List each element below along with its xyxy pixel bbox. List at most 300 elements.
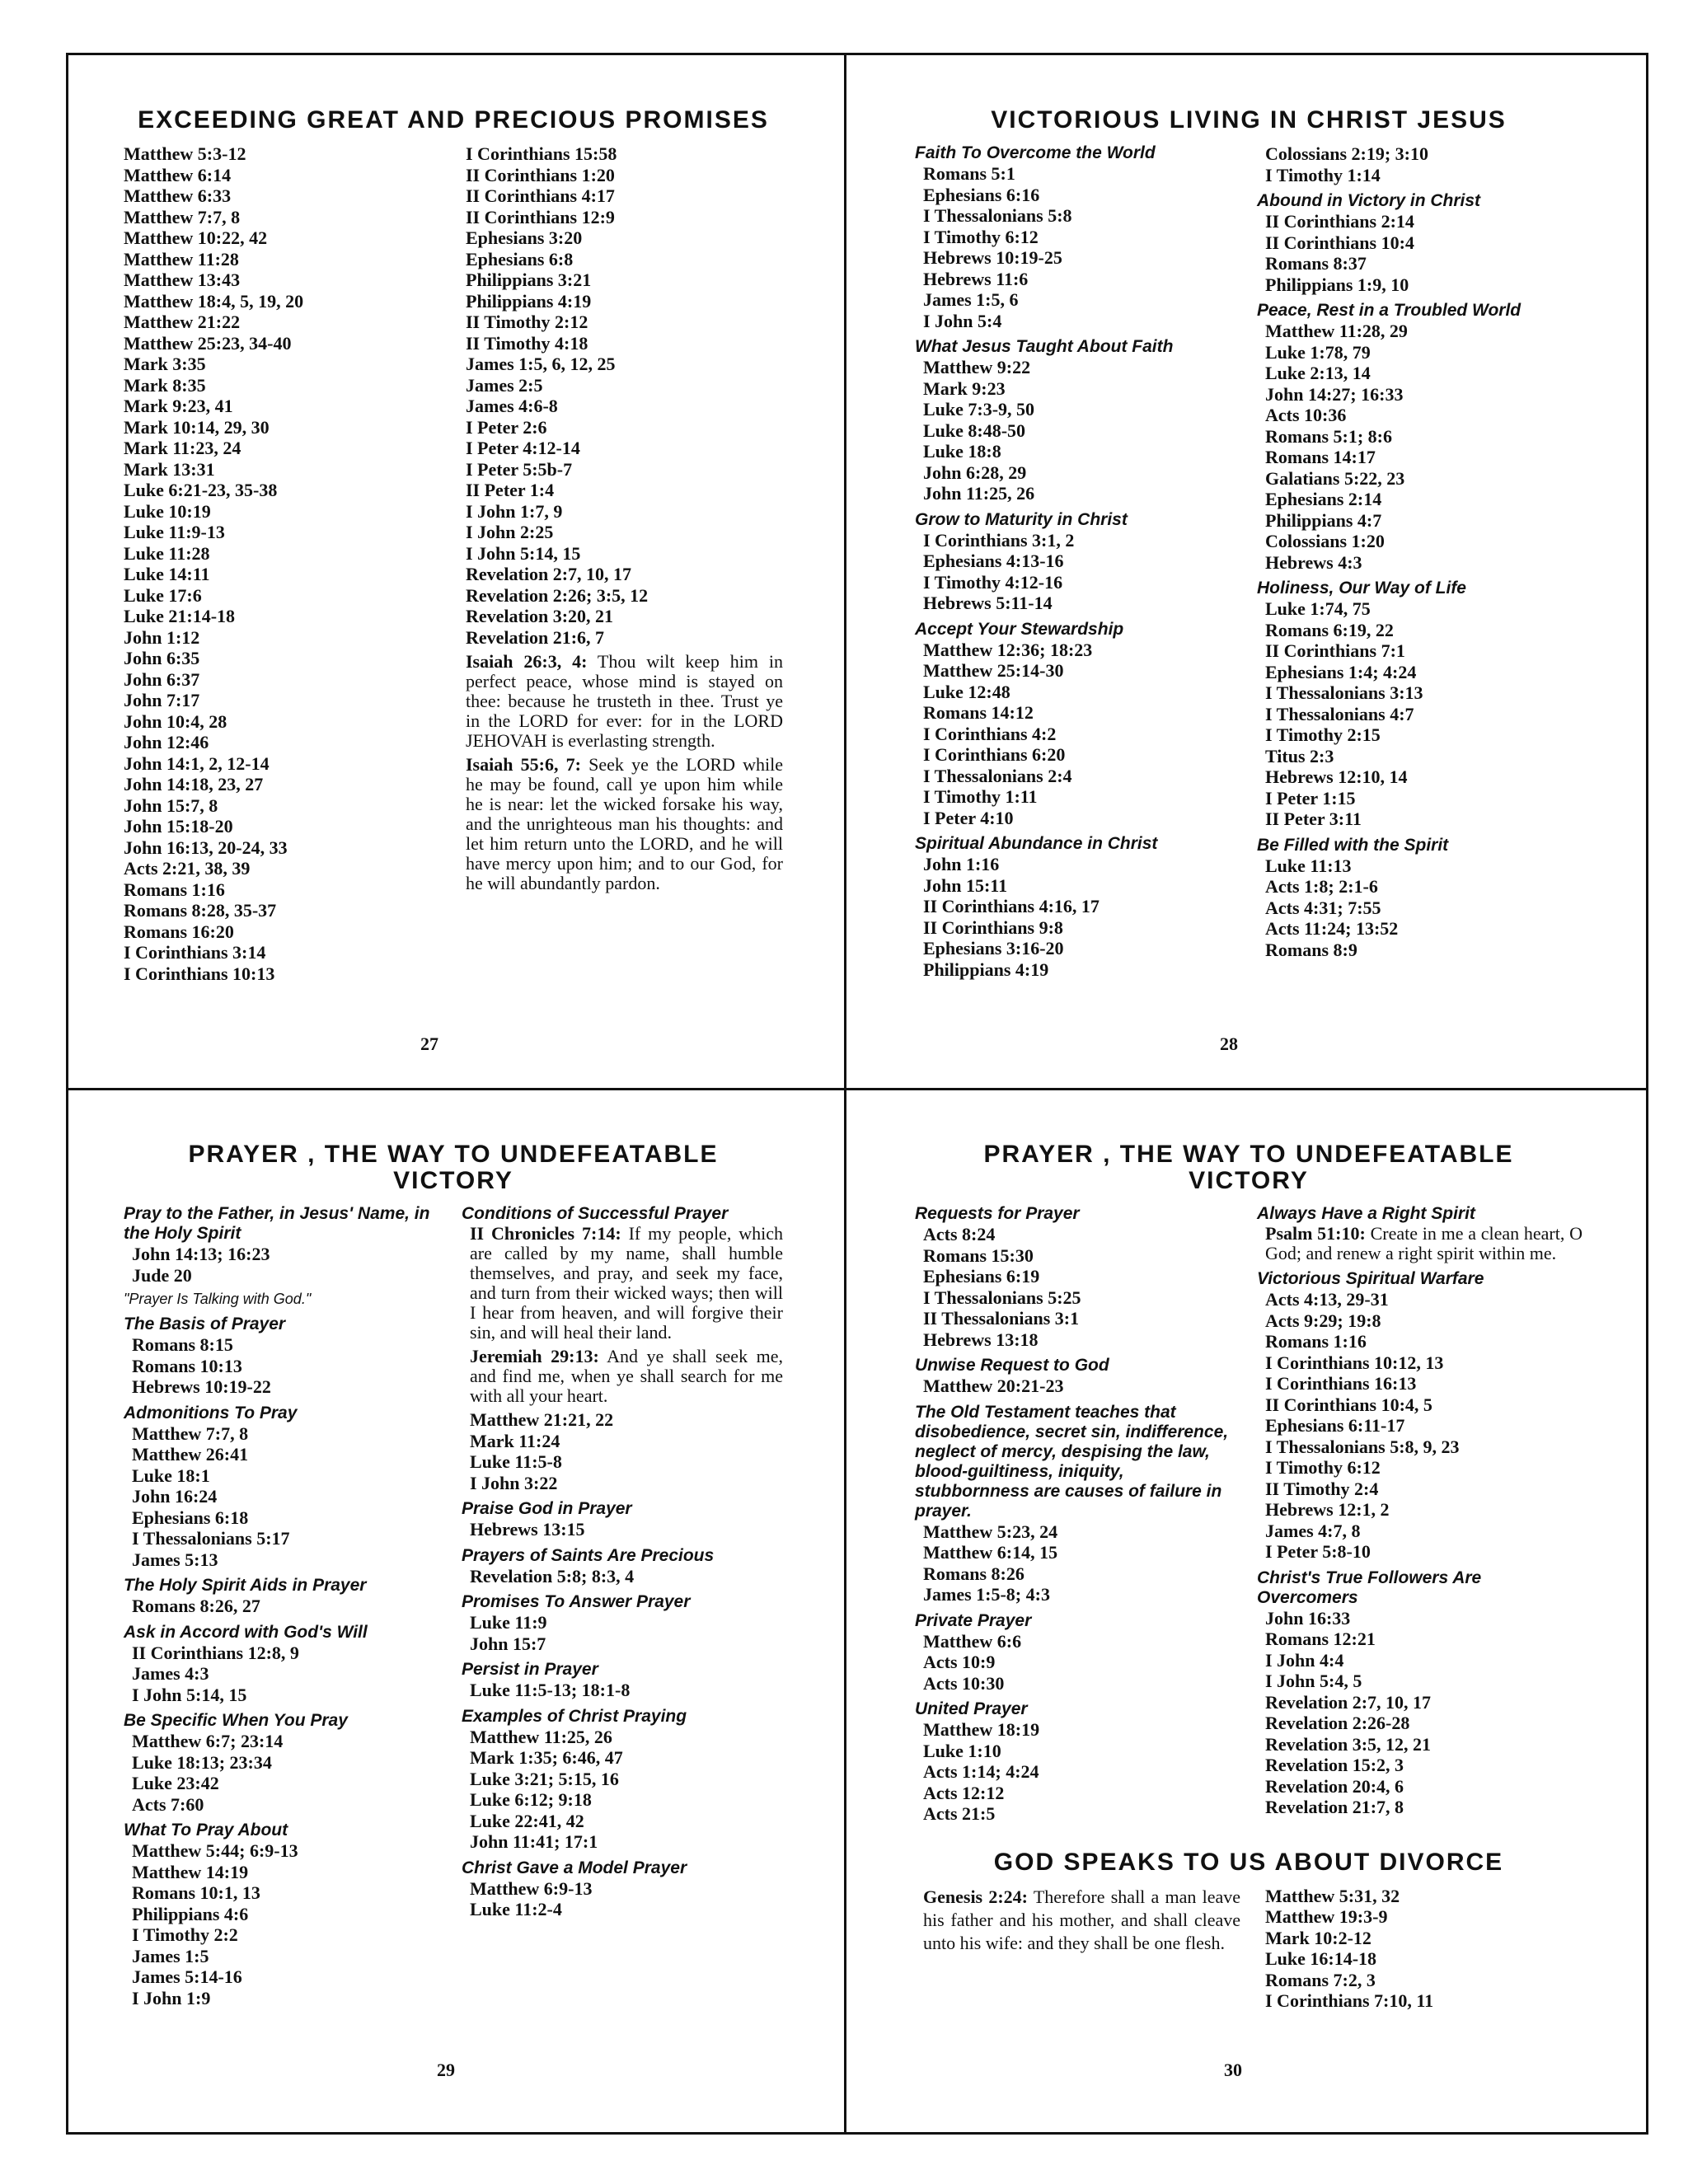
scripture-reference: Luke 22:41, 42 (470, 1810, 584, 1831)
scripture-reference: Acts 10:36 (1265, 405, 1347, 425)
scripture-reference: Acts 21:5 (923, 1803, 996, 1824)
scripture-reference: Titus 2:3 (1265, 745, 1334, 766)
column-left (915, 1886, 1240, 2012)
scripture-reference: Luke 2:13, 14 (1265, 363, 1371, 383)
reference-list (915, 357, 1240, 504)
quote-reference: Isaiah 26:3, 4: (466, 651, 588, 672)
scripture-reference: Matthew 6:6 (923, 1630, 1022, 1652)
section-heading: What Jesus Taught About Faith (915, 337, 1174, 356)
section-heading: Private Prayer (915, 1610, 1032, 1630)
scripture-reference: Matthew 7:7, 8 (132, 1422, 249, 1444)
scripture-reference: I Corinthians 3:14 (124, 942, 266, 963)
scripture-reference: Matthew 5:3-12 (124, 143, 246, 164)
reference-list (124, 1596, 445, 1617)
scripture-quote (462, 1347, 783, 1406)
page-columns (124, 143, 783, 984)
section-list (1257, 1269, 1582, 1818)
scripture-reference: Matthew 13:43 (124, 269, 241, 290)
scripture-reference: John 1:12 (124, 626, 200, 648)
section-heading: Always Have a Right Spirit (1257, 1204, 1475, 1223)
scripture-reference: I Corinthians 4:2 (923, 723, 1057, 744)
scripture-reference: Romans 5:1 (923, 163, 1015, 184)
scripture-reference: I Timothy 6:12 (1265, 1457, 1381, 1478)
scripture-reference: I Peter 4:10 (923, 807, 1014, 828)
scripture-reference: John 16:13, 20-24, 33 (124, 837, 288, 858)
scripture-reference: Luke 23:42 (132, 1773, 219, 1793)
scripture-reference: Mark 8:35 (124, 374, 206, 396)
scripture-reference: James 5:13 (132, 1549, 218, 1570)
scripture-reference: I Peter 4:12-14 (466, 438, 580, 458)
scripture-reference: Romans 8:26 (923, 1563, 1025, 1584)
scripture-reference: I Thessalonians 3:13 (1265, 682, 1423, 703)
scripture-reference: I Thessalonians 5:8 (923, 205, 1072, 226)
column-left (124, 143, 441, 984)
scripture-reference: Jude 20 (132, 1264, 192, 1286)
section-heading: Pray to the Father, in Jesus' Name, in the Holy Spirit (124, 1204, 430, 1243)
reference-list (915, 530, 1240, 614)
scripture-quote (466, 755, 783, 893)
scripture-reference: Colossians 2:19; 3:10 (1265, 143, 1429, 164)
divorce-title: GOD SPEAKS TO US ABOUT DIVORCE (993, 1848, 1504, 1876)
scripture-reference: Revelation 20:4, 6 (1265, 1775, 1404, 1797)
scripture-reference: I Timothy 1:14 (1265, 164, 1381, 185)
scripture-reference: I John 5:14, 15 (132, 1684, 247, 1705)
section-heading: Accept Your Stewardship (915, 619, 1124, 639)
scripture-reference: Matthew 5:23, 24 (923, 1521, 1058, 1542)
scripture-reference: I Timothy 4:12-16 (923, 571, 1063, 593)
scripture-reference: John 12:46 (124, 732, 209, 752)
scripture-reference: Luke 11:13 (1265, 855, 1352, 876)
scripture-reference: Romans 14:12 (923, 702, 1034, 723)
scripture-reference: Luke 11:9-13 (124, 522, 225, 542)
scripture-reference: I Thessalonians 5:17 (132, 1528, 290, 1549)
scripture-reference: Matthew 9:22 (923, 357, 1031, 377)
quote-reference: II Chronicles 7:14: (470, 1223, 621, 1244)
scripture-reference: John 15:7, 8 (124, 794, 218, 816)
reference-list (1257, 321, 1582, 573)
scripture-reference: Mark 10:14, 29, 30 (124, 416, 270, 438)
scripture-reference: Romans 8:26, 27 (132, 1596, 260, 1616)
scripture-reference: I John 5:4 (923, 310, 1002, 331)
scripture-reference: John 6:28, 29 (923, 462, 1027, 483)
scripture-reference: Romans 8:15 (132, 1334, 233, 1355)
scripture-reference: I Corinthians 16:13 (1265, 1373, 1417, 1394)
scripture-reference: Luke 1:10 (923, 1740, 1001, 1761)
page-30 (915, 1141, 1582, 2081)
scripture-reference: Matthew 10:22, 42 (124, 227, 268, 248)
scripture-reference: I Thessalonians 2:4 (923, 765, 1072, 786)
scripture-reference: Matthew 6:33 (124, 185, 232, 206)
scripture-reference: II Timothy 2:4 (1265, 1478, 1379, 1499)
scripture-reference: Romans 15:30 (923, 1244, 1034, 1266)
scripture-reference: Hebrews 11:6 (923, 268, 1029, 289)
scripture-reference: II Peter 3:11 (1265, 808, 1362, 829)
reference-list (462, 1409, 783, 1493)
scripture-reference: Luke 11:5-13; 18:1-8 (470, 1680, 631, 1700)
column-right (441, 143, 783, 984)
scripture-reference: Matthew 6:14, 15 (923, 1542, 1058, 1563)
scripture-reference: I Thessalonians 5:8, 9, 23 (1265, 1436, 1460, 1457)
scripture-reference: John 6:35 (124, 648, 200, 668)
scripture-reference: Hebrews 13:15 (470, 1519, 585, 1540)
scripture-reference: Matthew 25:23, 34-40 (124, 332, 292, 354)
reference-list (124, 1244, 445, 1286)
scripture-reference: Romans 10:13 (132, 1355, 242, 1376)
scripture-quote (1257, 1224, 1582, 1263)
section-heading: Examples of Christ Praying (462, 1706, 687, 1726)
scripture-reference: II Corinthians 12:9 (466, 206, 615, 227)
scripture-reference: I John 2:25 (466, 522, 554, 542)
scripture-reference: Mark 11:23, 24 (124, 438, 241, 458)
scripture-reference: I John 4:4 (1265, 1649, 1344, 1671)
section-heading: United Prayer (915, 1699, 1028, 1718)
reference-list (124, 1334, 445, 1398)
section-list (915, 1204, 1240, 1825)
scripture-reference: Colossians 1:20 (1265, 531, 1385, 551)
reference-list (915, 640, 1240, 829)
scripture-reference: Romans 6:19, 22 (1265, 619, 1394, 640)
reference-list (915, 1631, 1240, 1694)
scripture-reference: John 15:7 (470, 1633, 546, 1654)
section-heading: Prayers of Saints Are Precious (462, 1545, 715, 1565)
page-29 (124, 1141, 783, 2081)
scripture-reference: I Corinthians 15:58 (466, 143, 617, 164)
reference-list (124, 1731, 445, 1815)
horizontal-divider (66, 1088, 1648, 1090)
scripture-reference: Revelation 2:26; 3:5, 12 (466, 584, 649, 606)
scripture-reference: Revelation 2:7, 10, 17 (1265, 1691, 1432, 1713)
scripture-reference: Ephesians 6:11-17 (1265, 1415, 1405, 1436)
scripture-reference: I Timothy 2:2 (132, 1924, 238, 1945)
scripture-reference: Matthew 5:31, 32 (1265, 1885, 1400, 1906)
scripture-reference: Matthew 18:19 (923, 1719, 1040, 1740)
scripture-reference: Mark 13:31 (124, 458, 215, 480)
scripture-reference: James 4:7, 8 (1265, 1520, 1361, 1541)
scripture-quote (462, 1224, 783, 1343)
section-heading: Be Specific When You Pray (124, 1711, 348, 1730)
scripture-reference: Romans 7:2, 3 (1265, 1969, 1376, 1990)
scripture-reference: II Corinthians 12:8, 9 (132, 1642, 299, 1663)
scripture-reference: II Corinthians 7:1 (1265, 640, 1405, 661)
section-heading: Christ's True Followers Are Overcomers (1257, 1568, 1482, 1607)
scripture-reference: Luke 1:78, 79 (1265, 341, 1371, 363)
page-title: VICTORIOUS LIVING IN CHRIST JESUS (991, 106, 1507, 134)
scripture-reference: Matthew 14:19 (132, 1861, 249, 1882)
scripture-reference: Acts 2:21, 38, 39 (124, 858, 251, 879)
scripture-reference: I Corinthians 6:20 (923, 744, 1066, 765)
scripture-reference: Acts 10:30 (923, 1672, 1005, 1694)
section-heading: The Old Testament teaches that disobedience, secret sin, indifference, neglect of mercy, despising the law, blood-guiltiness, iniquity, stubbornness are causes of failure in prayer. (915, 1402, 1229, 1521)
quote-text: Seek ye the LORD while he may be found, call ye upon him while he is near: let the wicked forsake his way, and the unrighteous man his thoughts: and let him return unto the LORD, and he will have mercy upon him; and to our God, for he will abundantly pardon. (466, 754, 783, 893)
column-left (124, 1204, 445, 2008)
section-heading: Admonitions To Pray (124, 1403, 298, 1422)
scripture-reference: I Peter 1:15 (1265, 787, 1356, 808)
scripture-reference: I Corinthians 10:13 (124, 963, 275, 984)
scripture-reference: II Timothy 4:18 (466, 332, 588, 354)
scripture-reference: John 14:18, 23, 27 (124, 774, 264, 794)
scripture-reference: John 10:4, 28 (124, 710, 227, 732)
scripture-reference: Luke 6:12; 9:18 (470, 1789, 592, 1810)
section-heading: Faith To Overcome the World (915, 143, 1156, 162)
section-heading: Unwise Request to God (915, 1356, 1109, 1375)
quote-reference: Isaiah 55:6, 7: (466, 754, 581, 775)
scripture-reference: Hebrews 5:11-14 (923, 593, 1053, 613)
scripture-reference: Hebrews 10:19-25 (923, 247, 1062, 268)
scripture-reference: Acts 8:24 (923, 1224, 996, 1244)
scripture-reference: John 16:24 (132, 1486, 218, 1507)
scripture-reference: I Timothy 2:15 (1265, 724, 1381, 745)
scripture-reference: Ephesians 1:4; 4:24 (1265, 661, 1417, 682)
page-columns (915, 143, 1582, 980)
scripture-reference: Hebrews 12:10, 14 (1265, 766, 1408, 787)
scripture-reference: Matthew 11:28, 29 (1265, 321, 1408, 341)
scripture-reference: Revelation 15:2, 3 (1265, 1755, 1404, 1775)
scripture-reference: I Corinthians 10:12, 13 (1265, 1352, 1444, 1373)
scripture-reference: Matthew 5:44; 6:9-13 (132, 1840, 298, 1861)
page-title: PRAYER , THE WAY TO UNDEFEATABLE VICTORY (188, 1141, 719, 1194)
scripture-reference: Luke 8:48-50 (923, 419, 1026, 441)
quote-reference: Psalm 51:10: (1265, 1223, 1366, 1244)
scripture-reference: I Corinthians 3:1, 2 (923, 529, 1075, 551)
column-right (1240, 1886, 1582, 2012)
scripture-reference: II Corinthians 1:20 (466, 164, 615, 185)
section-list (1257, 191, 1582, 960)
scripture-reference: Romans 14:17 (1265, 447, 1376, 467)
section-list (124, 1204, 445, 2008)
scripture-reference: I Peter 5:5b-7 (466, 458, 573, 480)
reference-list (1257, 855, 1582, 961)
reference-list (1257, 598, 1582, 830)
scripture-reference: II Timothy 2:12 (466, 312, 588, 332)
section-heading: Grow to Maturity in Christ (915, 509, 1128, 529)
scripture-reference: James 1:5, 6 (923, 289, 1019, 310)
scripture-reference: I John 1:7, 9 (466, 500, 563, 522)
scripture-reference: Matthew 12:36; 18:23 (923, 639, 1093, 660)
scripture-reference: Hebrews 12:1, 2 (1265, 1499, 1390, 1520)
scripture-reference: Matthew 21:22 (124, 312, 241, 332)
reference-list (462, 1612, 783, 1654)
scripture-reference: I Thessalonians 5:25 (923, 1286, 1081, 1308)
page-title: PRAYER , THE WAY TO UNDEFEATABLE VICTORY (983, 1141, 1514, 1194)
scripture-reference: Luke 14:11 (124, 564, 210, 584)
scripture-reference: Luke 3:21; 5:15, 16 (470, 1768, 619, 1789)
vertical-divider (844, 53, 846, 2135)
scripture-reference: Ephesians 3:20 (466, 227, 583, 248)
scripture-reference: Ephesians 3:16-20 (923, 938, 1064, 958)
section-note: "Prayer Is Talking with God." (124, 1291, 312, 1307)
scripture-quote (466, 652, 783, 751)
scripture-reference: John 1:16 (923, 854, 1000, 874)
scripture-reference: Acts 4:13, 29-31 (1265, 1289, 1389, 1310)
reference-list (915, 1521, 1240, 1605)
scripture-reference: Romans 8:9 (1265, 939, 1357, 960)
scripture-reference: Luke 10:19 (124, 500, 211, 522)
scripture-reference: Acts 1:14; 4:24 (923, 1761, 1039, 1782)
column-left (915, 1204, 1240, 1825)
section-heading: The Holy Spirit Aids in Prayer (124, 1576, 367, 1595)
scripture-reference: II Corinthians 10:4, 5 (1265, 1394, 1432, 1415)
scripture-reference: Matthew 20:21-23 (923, 1376, 1064, 1396)
scripture-reference: Revelation 3:20, 21 (466, 606, 614, 626)
scripture-reference: II Peter 1:4 (466, 480, 555, 500)
section-heading: Abound in Victory in Christ (1257, 191, 1481, 210)
scripture-reference: James 4:6-8 (466, 396, 558, 416)
reference-list (1257, 1289, 1582, 1563)
scripture-reference: John 6:37 (124, 668, 200, 690)
section-heading: The Basis of Prayer (124, 1315, 286, 1333)
page-number: 27 (420, 1033, 438, 1054)
scripture-reference: Revelation 21:7, 8 (1265, 1797, 1404, 1817)
reference-list (915, 1376, 1240, 1397)
scripture-reference: Philippians 4:19 (466, 290, 592, 312)
scripture-reference: Ephesians 6:16 (923, 184, 1040, 205)
page-number: 29 (437, 2060, 455, 2080)
scripture-reference: Acts 9:29; 19:8 (1265, 1310, 1381, 1331)
scripture-reference: Matthew 6:9-13 (470, 1877, 593, 1899)
scripture-reference: Revelation 2:26-28 (1265, 1713, 1410, 1733)
scripture-reference: John 14:27; 16:33 (1265, 383, 1404, 405)
scripture-reference: Matthew 18:4, 5, 19, 20 (124, 290, 304, 312)
page-28 (915, 107, 1582, 1055)
scripture-reference: Hebrews 4:3 (1265, 551, 1362, 573)
scripture-reference: Matthew 26:41 (132, 1444, 249, 1465)
scripture-reference: James 5:14-16 (132, 1966, 242, 1987)
quote-text: Create in me a clean heart, O God; and renew a right spirit within me. (1265, 1223, 1583, 1263)
scripture-reference: Acts 10:9 (923, 1652, 996, 1672)
scripture-reference: Luke 21:14-18 (124, 606, 236, 626)
scripture-reference: Ephesians 4:13-16 (923, 551, 1064, 571)
column-right (1240, 1204, 1582, 1825)
scripture-reference: Matthew 19:3-9 (1265, 1906, 1388, 1927)
scripture-reference: John 7:17 (124, 690, 200, 710)
scripture-reference: Luke 11:9 (470, 1612, 547, 1633)
scripture-reference: Luke 18:13; 23:34 (132, 1751, 272, 1773)
scripture-reference: James 1:5-8; 4:3 (923, 1584, 1050, 1605)
scripture-reference: II Corinthians 4:17 (466, 185, 615, 206)
scripture-reference: I John 5:14, 15 (466, 542, 581, 564)
scripture-reference: Mark 1:35; 6:46, 47 (470, 1747, 623, 1768)
scripture-reference: I Peter 2:6 (466, 416, 547, 438)
reference-list (1257, 1608, 1582, 1818)
scripture-reference: Romans 12:21 (1265, 1629, 1376, 1649)
column-right (1240, 143, 1582, 980)
reference-list (462, 1519, 783, 1540)
scripture-reference: Ephesians 2:14 (1265, 489, 1382, 509)
scripture-reference: I Timothy 1:11 (923, 786, 1038, 807)
scripture-reference: Philippians 4:7 (1265, 509, 1382, 531)
reference-list (462, 1566, 783, 1587)
scripture-reference: I John 3:22 (470, 1472, 558, 1493)
scripture-reference: Ephesians 6:18 (132, 1507, 249, 1528)
scripture-reference: Acts 12:12 (923, 1782, 1005, 1803)
reference-list (1257, 1886, 1582, 2012)
scripture-reference: James 1:5, 6, 12, 25 (466, 354, 616, 374)
section-heading: What To Pray About (124, 1821, 288, 1840)
scripture-reference: Mark 11:24 (470, 1430, 560, 1451)
scripture-reference: Ephesians 6:19 (923, 1266, 1040, 1286)
section-heading: Christ Gave a Model Prayer (462, 1858, 687, 1877)
scripture-reference: Luke 6:21-23, 35-38 (124, 480, 278, 500)
scripture-reference: Revelation 5:8; 8:3, 4 (470, 1565, 635, 1586)
scripture-quote (915, 1886, 1240, 1955)
scripture-reference: Luke 12:48 (923, 681, 1010, 702)
scripture-reference: Philippians 4:19 (923, 958, 1049, 980)
scripture-reference: I Thessalonians 4:7 (1265, 703, 1414, 724)
section-list (462, 1499, 783, 1920)
reference-list (124, 1840, 445, 2008)
reference-list (462, 1878, 783, 1920)
page-number: 28 (1220, 1033, 1238, 1054)
scripture-reference: Revelation 21:6, 7 (466, 626, 605, 648)
quote-text: If my people, which are called by my name, shall humble themselves, and pray, and seek my face, and turn from their wicked ways; then will I hear from heaven, and will forgive their sin, and will heal their land. (470, 1223, 783, 1343)
page-title: EXCEEDING GREAT AND PRECIOUS PROMISES (138, 106, 769, 134)
quote-reference: Genesis 2:24: (923, 1886, 1028, 1907)
section-heading: Praise God in Prayer (462, 1499, 632, 1518)
scripture-reference: Luke 18:8 (923, 441, 1001, 462)
reference-list (124, 1423, 445, 1571)
reference-list (124, 1643, 445, 1706)
scripture-reference: I Corinthians 7:10, 11 (1265, 1990, 1434, 2011)
scripture-reference: John 15:11 (923, 874, 1008, 896)
section-heading: Spiritual Abundance in Christ (915, 834, 1158, 853)
quote-text: Therefore shall a man leave his father and his mother, and shall cleave unto his wife: and they shall be one flesh. (923, 1886, 1240, 1953)
section-heading: Holiness, Our Way of Life (1257, 579, 1466, 598)
scripture-reference: Romans 10:1, 13 (132, 1882, 260, 1903)
scripture-reference: Philippians 3:21 (466, 269, 592, 290)
scripture-reference: II Corinthians 9:8 (923, 916, 1063, 938)
reference-list (124, 143, 441, 984)
scripture-reference: Luke 11:5-8 (470, 1451, 562, 1472)
scripture-reference: Matthew 21:21, 22 (470, 1409, 614, 1430)
quote-text: Thou wilt keep him in perfect peace, whose mind is stayed on thee: because he trusteth in thee. Trust ye in the LORD for ever: for in the LORD JEHOVAH is everlasting strength. (466, 651, 783, 751)
scripture-reference: I Peter 5:8-10 (1265, 1541, 1371, 1562)
reference-list (462, 1727, 783, 1853)
reference-list (915, 163, 1240, 331)
scripture-reference: Matthew 11:28 (124, 248, 239, 269)
scripture-reference: James 2:5 (466, 374, 543, 396)
reference-list (915, 1719, 1240, 1825)
scripture-reference: James 1:5 (132, 1945, 209, 1966)
column-left (915, 143, 1240, 980)
scripture-reference: Luke 1:74, 75 (1265, 598, 1371, 619)
scripture-reference: Luke 16:14-18 (1265, 1948, 1377, 1969)
scripture-reference: Romans 16:20 (124, 921, 234, 942)
scripture-reference: Philippians 1:9, 10 (1265, 274, 1409, 295)
scripture-reference: Matthew 6:14 (124, 164, 232, 185)
scripture-reference: II Corinthians 10:4 (1265, 232, 1414, 253)
page-number: 30 (1224, 2060, 1242, 2080)
scripture-reference: Matthew 25:14-30 (923, 660, 1064, 681)
scripture-reference: John 14:1, 2, 12-14 (124, 752, 270, 774)
scripture-reference: I John 5:4, 5 (1265, 1671, 1362, 1691)
scripture-reference: Hebrews 13:18 (923, 1329, 1039, 1350)
scripture-reference: Revelation 3:5, 12, 21 (1265, 1733, 1432, 1755)
reference-list (915, 1224, 1240, 1350)
scripture-reference: Romans 5:1; 8:6 (1265, 425, 1392, 447)
scripture-reference: Luke 11:28 (124, 542, 210, 564)
scripture-reference: Galatians 5:22, 23 (1265, 467, 1405, 489)
scripture-reference: Mark 10:2-12 (1265, 1927, 1372, 1948)
scripture-reference: Philippians 4:6 (132, 1903, 249, 1924)
scripture-reference: Matthew 7:7, 8 (124, 206, 241, 227)
section-heading: Conditions of Successful Prayer (462, 1204, 729, 1223)
scripture-reference: Acts 1:8; 2:1-6 (1265, 876, 1378, 897)
scripture-reference: Romans 8:28, 35-37 (124, 900, 277, 921)
scripture-reference: Mark 9:23, 41 (124, 396, 233, 416)
reference-list (462, 1680, 783, 1701)
divorce-columns (915, 1886, 1582, 2012)
scripture-reference: I John 1:9 (132, 1987, 211, 2008)
